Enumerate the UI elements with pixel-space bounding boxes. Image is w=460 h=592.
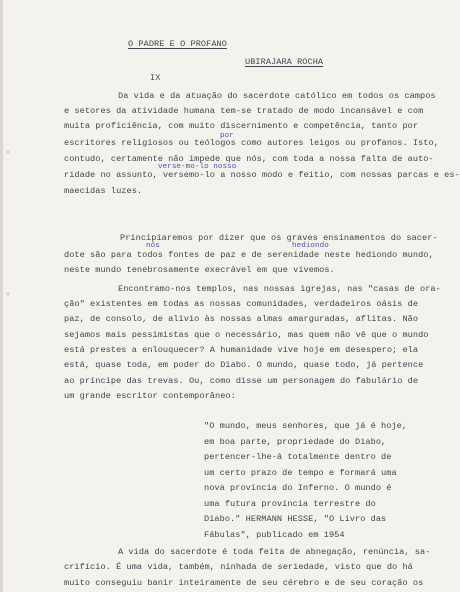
quote-line: em boa parte, propriedade do Diabo,	[204, 437, 387, 447]
text-line: escritores religiosos ou teólogos como autores leigos ou profanos. Isto,	[64, 138, 439, 148]
text-line: maecidas luzes.	[64, 186, 143, 196]
quote-line: uma futura província terrestre do	[204, 499, 376, 509]
handwritten-insert: por	[220, 132, 234, 140]
text-line: um grande escritor contemporâneo:	[64, 391, 236, 401]
text-line: está, quase toda, em poder do Diabo. O mundo, quase todo, já pertence	[64, 360, 424, 370]
punch-hole	[6, 292, 10, 296]
text-line: ridade no assunto, versemo-lo a nosso modo e feitio, com nossas parcas e es-	[64, 170, 460, 180]
quote-line: pertencer-lhe-á totalmente dentro de	[204, 452, 392, 462]
text-line: A vida do sacerdote é toda feita de abnegação, renúncia, sa-	[118, 547, 431, 557]
text-line: muita proficiência, com muito discernimento e competência, tanto por	[64, 121, 419, 131]
text-line: ção" existentes em todas as nossas comunidades, verdadeiros oásis de	[64, 299, 419, 309]
handwritten-insert: hediondo	[292, 242, 329, 250]
text-line: ao príncipe das trevas. Ou, como disse um personagem do fabulário de	[64, 376, 419, 386]
quote-line: um certo prazo de tempo e formará uma	[204, 468, 397, 478]
text-line: Da vida e da atuação do sacerdote católico em todos os campos	[118, 91, 436, 101]
text-line: Encontramo-nos templos, nas nossas igrejas, nas "casas de ora-	[118, 284, 441, 294]
document-title: O PADRE E O PROFANO	[128, 39, 227, 49]
text-line: Principiaremos por dizer que os graves ensinamentos do sacer-	[120, 233, 438, 243]
quote-line: Diabo." HERMANN HESSE, "O Livro das	[204, 514, 387, 524]
punch-hole	[6, 150, 10, 154]
text-line: dote são para todos fontes de paz e de serenidade neste hediondo mundo,	[64, 250, 434, 260]
text-line: crifício. É uma vida, também, ninhada de seriedade, visto que do há	[64, 562, 413, 572]
handwritten-insert: verse-mo-lo nosso	[158, 163, 237, 171]
text-line: neste mundo tenebrosamente execrável em que vivemos.	[64, 265, 335, 275]
author-name: UBIRAJARA ROCHA	[245, 57, 324, 67]
text-line: contudo, certamente não impede que nós, com toda a nossa falta de auto-	[64, 154, 434, 164]
text-line: muito conseguiu banir inteiramente de seu cérebro e de seu coração os	[64, 578, 424, 588]
text-line: e setores da atividade humana tem-se tratado de modo incansável e com	[64, 106, 424, 116]
quote-line: "O mundo, meus senhores, que já é hoje,	[204, 421, 408, 431]
chapter-number: IX	[150, 73, 161, 83]
handwritten-insert: nós	[146, 242, 160, 250]
text-line: está prestes a enlouquecer? A humanidade vive hoje em desespero; ela	[64, 345, 419, 355]
quote-line: nova província do Inferno. O mundo é	[204, 483, 392, 493]
text-line: sejamos mais pessimistas que o necessário, mas quem não vê que o mundo	[64, 330, 429, 340]
quote-line: Fábulas", publicado em 1954	[204, 530, 345, 540]
text-line: paz, de consolo, de alívio às nossas almas amarguradas, aflitas. Não	[64, 314, 419, 324]
page-edge	[0, 0, 3, 592]
